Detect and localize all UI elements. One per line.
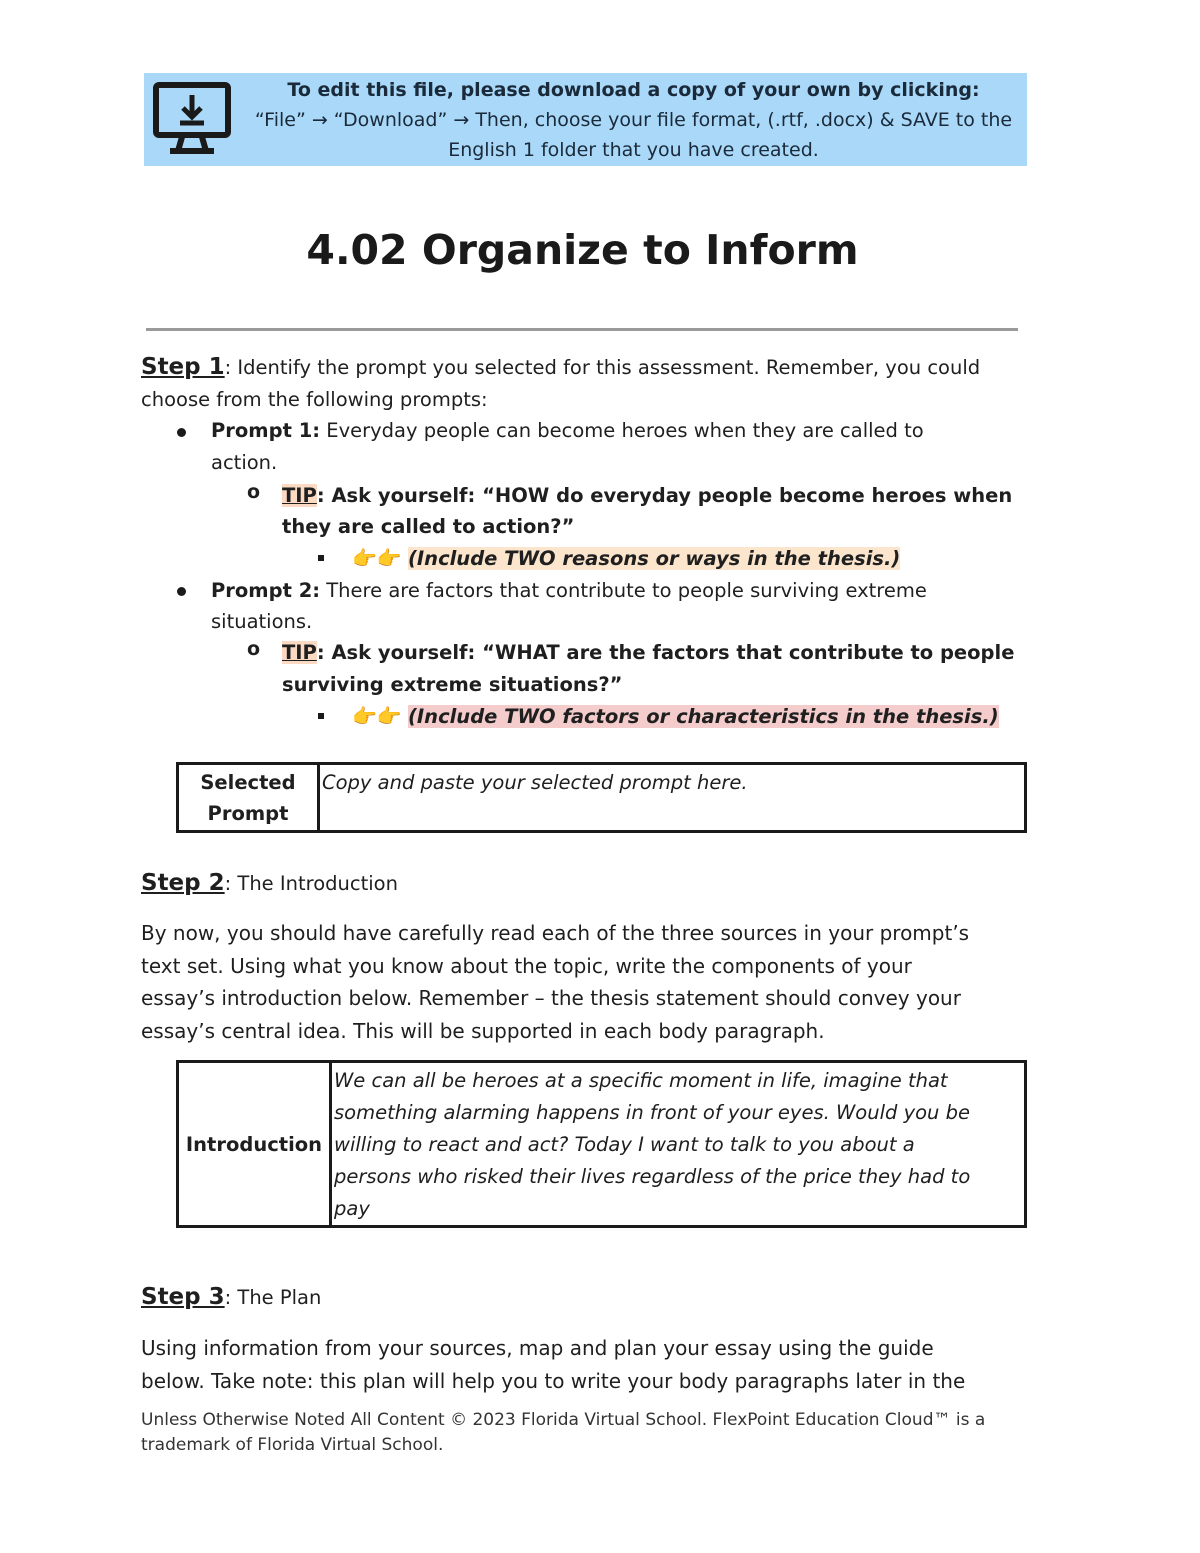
pointing-hand-icon: 👉👉: [352, 704, 402, 728]
prompt2-note-line: [352, 701, 999, 732]
footer-line-2: trademark of Florida Virtual School.: [141, 1435, 444, 1455]
prompt1-line-1: [211, 415, 924, 446]
prompt1-tip-text-a: : Ask yourself: “HOW do everyday people become heroes when: [316, 484, 1013, 507]
introduction-field[interactable]: [331, 1062, 1026, 1227]
step1-intro-line-1: [141, 352, 980, 383]
introduction-label: Introduction: [178, 1062, 331, 1227]
selected-prompt-label-a: Selected: [200, 771, 296, 794]
prompt1-tip-line-1: [282, 480, 1012, 511]
step3-label: Step 3: [141, 1284, 225, 1310]
copyright-footer: [141, 1408, 985, 1458]
introduction-table: [176, 1060, 1027, 1228]
prompt1-note-line: [352, 543, 900, 574]
footer-line-1: Unless Otherwise Noted All Content © 2023 Florida Virtual School. FlexPoint Education Cloud™ is a: [141, 1410, 986, 1430]
step3-heading-line: [141, 1282, 321, 1313]
sub-bullet-o: o: [247, 481, 261, 503]
introduction-line: We can all be heroes at a specific moment in life, imagine that: [334, 1069, 948, 1092]
prompt2-tip-line-1: [282, 637, 1014, 668]
bullet-dot: [177, 587, 186, 596]
download-instructions-banner: [144, 73, 1027, 166]
prompt2-tip-text-a: : Ask yourself: “WHAT are the factors that contribute to people: [316, 641, 1015, 664]
step2-heading: : The Introduction: [224, 872, 398, 895]
prompt2-line-1: [211, 575, 927, 606]
sub-sub-bullet: [318, 555, 324, 561]
step3-para-line: below. Take note: this plan will help you to write your body paragraphs later in the: [141, 1369, 966, 1393]
title-divider: [146, 328, 1018, 331]
step2-para-line: essay’s introduction below. Remember – the thesis statement should convey your: [141, 986, 961, 1010]
prompt2-tip-label: TIP: [282, 641, 317, 664]
banner-text: [240, 75, 1027, 165]
page-title: 4.02 Organize to Inform: [306, 226, 859, 274]
prompt1-tip-line-2: they are called to action?”: [282, 515, 575, 538]
prompt2-tip-line-2: surviving extreme situations?”: [282, 673, 623, 696]
prompt2-line-2: situations.: [211, 610, 313, 633]
prompt2-note: (Include TWO factors or characteristics in the thesis.): [408, 705, 999, 728]
step3-para-line: Using information from your sources, map and plan your essay using the guide: [141, 1336, 934, 1360]
selected-prompt-label: [178, 764, 319, 832]
step1-text-a: : Identify the prompt you selected for this assessment. Remember, you could: [224, 356, 981, 379]
prompt2-text-a: There are factors that contribute to people surviving extreme: [320, 579, 927, 602]
introduction-line: something alarming happens in front of your eyes. Would you be: [334, 1101, 970, 1124]
sub-bullet-o: o: [247, 638, 261, 660]
step1-intro-line-2: choose from the following prompts:: [141, 388, 488, 411]
bullet-dot: [177, 428, 186, 437]
step2-label: Step 2: [141, 870, 225, 896]
prompt2-label: Prompt 2:: [211, 579, 321, 602]
step2-paragraph: [141, 917, 969, 1047]
step2-heading-line: [141, 868, 398, 899]
selected-prompt-label-b: Prompt: [207, 802, 289, 825]
introduction-line: willing to react and act? Today I want to talk to you about a: [334, 1133, 915, 1156]
banner-line-1: To edit this file, please download a copy of your own by clicking:: [287, 79, 980, 101]
prompt1-note: (Include TWO reasons or ways in the thesis.): [408, 547, 901, 570]
download-monitor-icon: [152, 81, 232, 157]
banner-line-2: “File” → “Download” → Then, choose your file format, (.rtf, .docx) & SAVE to the: [254, 109, 1013, 131]
prompt1-text-a: Everyday people can become heroes when they are called to: [320, 419, 924, 442]
step3-heading: : The Plan: [224, 1286, 322, 1309]
introduction-line: pay: [334, 1197, 370, 1220]
selected-prompt-table: [176, 762, 1027, 833]
sub-sub-bullet: [318, 713, 324, 719]
step2-para-line: By now, you should have carefully read each of the three sources in your prompt’s: [141, 921, 970, 945]
selected-prompt-field[interactable]: Copy and paste your selected prompt here.: [319, 764, 1026, 832]
introduction-line: persons who risked their lives regardless of the price they had to: [334, 1165, 971, 1188]
step3-paragraph: [141, 1332, 965, 1398]
step2-para-line: essay’s central idea. This will be supported in each body paragraph.: [141, 1018, 825, 1043]
step2-para-line: text set. Using what you know about the topic, write the components of your: [141, 953, 912, 978]
prompt1-tip-label: TIP: [282, 484, 317, 507]
prompt1-label: Prompt 1:: [211, 419, 321, 442]
pointing-hand-icon: 👉👉: [352, 546, 402, 570]
banner-line-3: English 1 folder that you have created.: [448, 139, 819, 161]
prompt1-line-2: action.: [211, 451, 278, 474]
step1-label: Step 1: [141, 354, 225, 380]
